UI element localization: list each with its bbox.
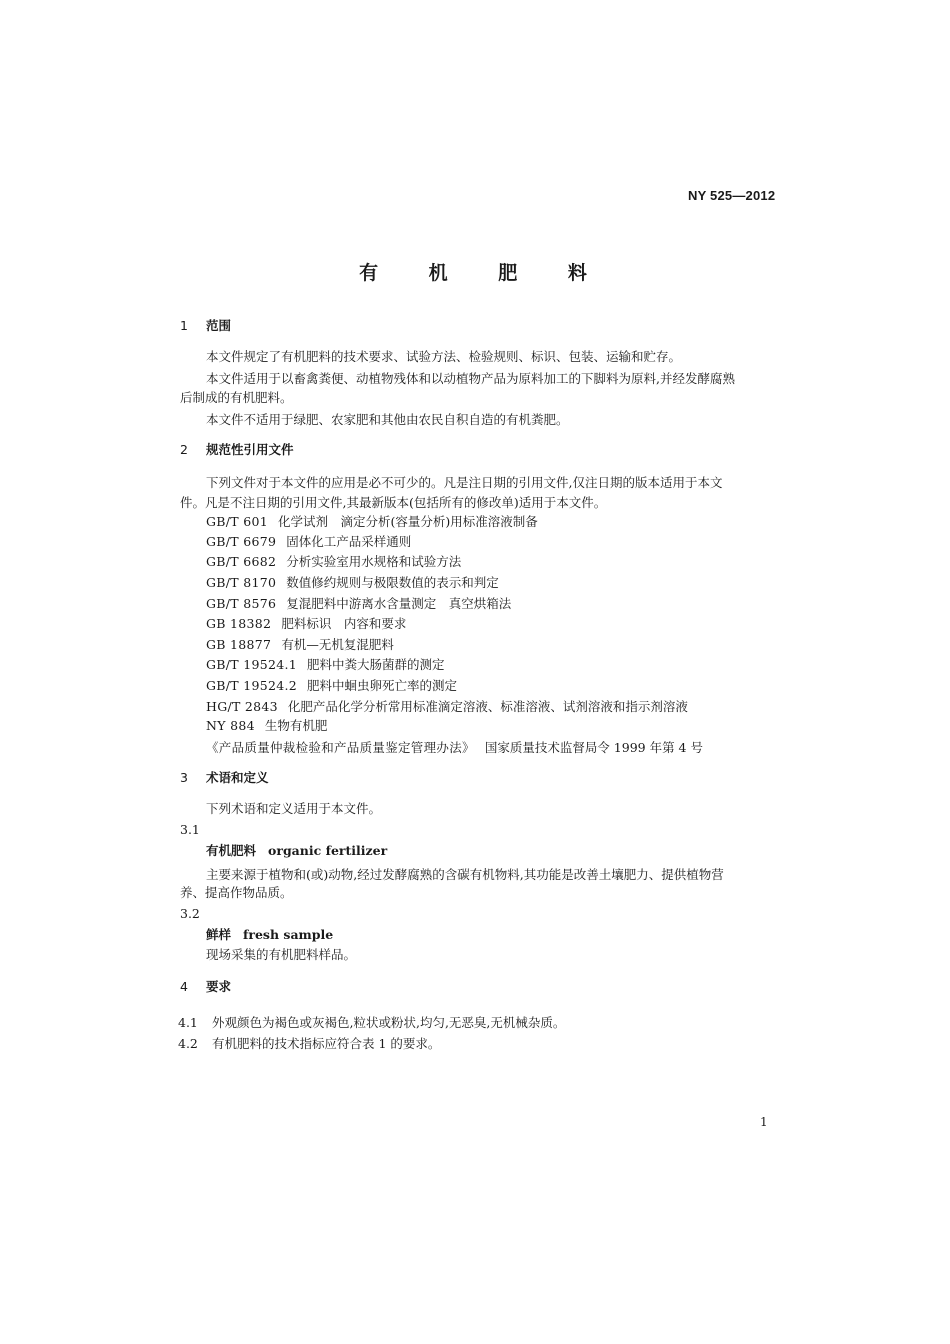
- paragraph: 本文件规定了有机肥料的技术要求、试验方法、检验规则、标识、包装、运输和贮存。: [206, 349, 682, 364]
- paragraph: 下列术语和定义适用于本文件。: [206, 801, 382, 816]
- reference-code: GB 18877: [206, 637, 272, 652]
- section-title: 范围: [206, 318, 232, 333]
- reference-code: GB/T 601: [206, 514, 268, 529]
- reference-code: GB/T 8576: [206, 596, 277, 611]
- reference-item: [206, 636, 394, 654]
- reference-item: [206, 739, 703, 757]
- requirement-item: [178, 1035, 440, 1053]
- reference-item: [206, 698, 688, 716]
- reference-title: 肥料中粪大肠菌群的测定: [306, 657, 445, 672]
- reference-code: NY 884: [206, 718, 255, 733]
- section-3-heading: [180, 769, 269, 787]
- reference-code: GB 18382: [206, 616, 272, 631]
- section-2-heading: [180, 441, 294, 459]
- reference-item: [206, 615, 406, 633]
- term-english: fresh sample: [243, 927, 334, 942]
- term-heading: [206, 842, 387, 860]
- reference-code: GB/T 19524.2: [206, 678, 297, 693]
- paragraph: 件。凡是不注日期的引用文件,其最新版本(包括所有的修改单)适用于本文件。: [180, 495, 607, 510]
- reference-item: [206, 595, 511, 613]
- paragraph: 下列文件对于本文件的应用是必不可少的。凡是注日期的引用文件,仅注日期的版本适用于本文: [206, 475, 723, 490]
- section-number: 4: [180, 979, 188, 994]
- reference-item: [206, 533, 411, 551]
- reference-code: GB/T 6679: [206, 534, 277, 549]
- reference-title: 数值修约规则与极限数值的表示和判定: [286, 575, 499, 590]
- reference-item: [206, 574, 499, 592]
- term-heading: [206, 926, 333, 944]
- term-chinese: 鲜样: [206, 927, 232, 942]
- section-number: 2: [180, 442, 188, 457]
- reference-title: 国家质量技术监督局令 1999 年第 4 号: [484, 740, 703, 755]
- reference-title: 固体化工产品采样通则: [286, 534, 412, 549]
- requirement-text: 外观颜色为褐色或灰褐色,粒状或粉状,均匀,无恶臭,无机械杂质。: [212, 1015, 566, 1030]
- section-title: 要求: [206, 979, 232, 994]
- section-number: 1: [180, 318, 188, 333]
- reference-title: 化学试剂 滴定分析(容量分析)用标准溶液制备: [277, 514, 538, 529]
- reference-item: [206, 677, 457, 695]
- reference-item: [206, 553, 461, 571]
- section-title: 术语和定义: [206, 770, 269, 785]
- reference-code: GB/T 8170: [206, 575, 277, 590]
- term-chinese: 有机肥料: [206, 843, 257, 858]
- reference-code: HG/T 2843: [206, 699, 278, 714]
- reference-code: GB/T 6682: [206, 554, 277, 569]
- term-definition: 养、提高作物品质。: [180, 885, 293, 900]
- reference-title: 复混肥料中游离水含量测定 真空烘箱法: [286, 596, 512, 611]
- term-definition: 现场采集的有机肥料样品。: [206, 947, 357, 962]
- reference-code: GB/T 19524.1: [206, 657, 297, 672]
- reference-title: 肥料中蛔虫卵死亡率的测定: [306, 678, 457, 693]
- term-number: 3.1: [180, 822, 200, 837]
- term-definition: 主要来源于植物和(或)动物,经过发酵腐熟的含碳有机物料,其功能是改善土壤肥力、提供植物营: [206, 867, 724, 882]
- section-1-heading: [180, 317, 231, 335]
- requirement-item: [178, 1014, 565, 1032]
- reference-title: 肥料标识 内容和要求: [281, 616, 407, 631]
- paragraph: 本文件适用于以畜禽粪便、动植物残体和以动植物产品为原料加工的下脚料为原料,并经发酵腐熟: [206, 371, 735, 386]
- term-number: 3.2: [180, 906, 200, 921]
- reference-title: 有机—无机复混肥料: [281, 637, 394, 652]
- reference-title: 分析实验室用水规格和试验方法: [286, 554, 462, 569]
- reference-item: [206, 656, 445, 674]
- paragraph: 后制成的有机肥料。: [180, 390, 293, 405]
- page-number: 1: [760, 1115, 768, 1129]
- section-4-heading: [180, 978, 231, 996]
- term-english: organic fertilizer: [268, 843, 388, 858]
- paragraph: 本文件不适用于绿肥、农家肥和其他由农民自积自造的有机粪肥。: [206, 412, 569, 427]
- reference-title: 生物有机肥: [264, 718, 328, 733]
- page-title: 有 机 肥 料: [359, 262, 609, 284]
- reference-item: [206, 717, 327, 735]
- section-number: 3: [180, 770, 188, 785]
- requirement-text: 有机肥料的技术指标应符合表 1 的要求。: [212, 1036, 441, 1051]
- requirement-number: 4.1: [178, 1015, 198, 1030]
- standard-code: NY 525—2012: [688, 188, 776, 203]
- reference-title: 化肥产品化学分析常用标准滴定溶液、标准溶液、试剂溶液和指示剂溶液: [287, 699, 688, 714]
- requirement-number: 4.2: [178, 1036, 198, 1051]
- reference-code: 《产品质量仲裁检验和产品质量鉴定管理办法》: [206, 740, 475, 755]
- section-title: 规范性引用文件: [206, 442, 294, 457]
- reference-item: [206, 513, 538, 531]
